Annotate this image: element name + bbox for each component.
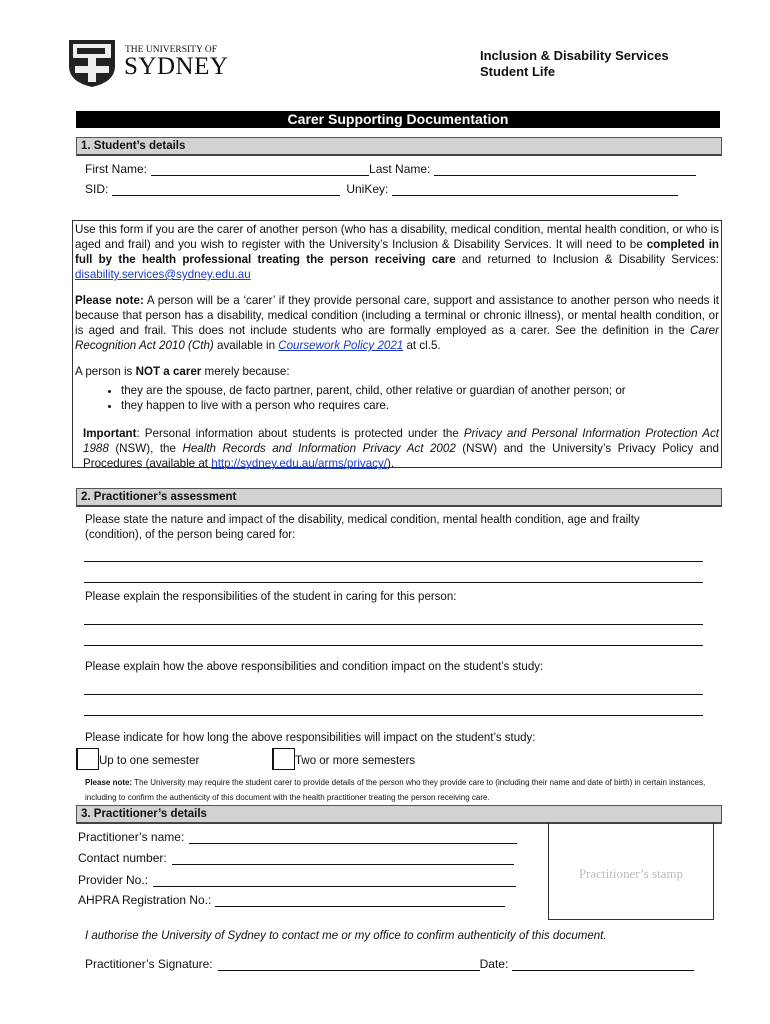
- text-italic: Health Records and Information Privacy Act 2002: [182, 442, 456, 455]
- first-name-field[interactable]: [151, 163, 369, 176]
- ahpra-label: AHPRA Registration No.:: [78, 893, 212, 907]
- option-2-label: Two or more semesters: [295, 755, 416, 767]
- text-bold: Important: [83, 427, 137, 440]
- signature-field[interactable]: [218, 958, 480, 971]
- text: merely because:: [201, 365, 290, 378]
- question-3: Please explain how the above responsibilities and condition impact on the student’s study:: [85, 661, 544, 673]
- header-dept: [480, 48, 669, 80]
- first-name-row: [85, 162, 696, 176]
- text: (NSW) and the University’s Privacy Policy and Procedures (available at: [83, 442, 719, 470]
- text: : Personal information about students is protected under the: [136, 427, 464, 440]
- date-field[interactable]: [512, 958, 694, 971]
- intro-p1: [75, 222, 719, 282]
- stamp-box: [548, 822, 714, 920]
- section1-heading: 1. Student’s details: [76, 137, 722, 156]
- not-carer-list: [75, 383, 719, 413]
- intro-p4: [83, 426, 719, 471]
- text-italic: Privacy and Personal Information Protection Act 1988: [83, 427, 719, 455]
- question-2: Please explain the responsibilities of the student in caring for this person:: [85, 591, 457, 603]
- answer-1-line-2[interactable]: [84, 582, 703, 583]
- sid-field[interactable]: [112, 183, 340, 196]
- answer-1-line-1[interactable]: [84, 561, 703, 562]
- answer-2-line-1[interactable]: [84, 624, 703, 625]
- date-label: Date:: [479, 957, 509, 971]
- sid-row: [85, 182, 678, 196]
- last-name-label: Last Name:: [369, 162, 431, 176]
- text: ).: [386, 457, 395, 470]
- text-bold: Please note:: [75, 294, 144, 307]
- section3-heading: 3. Practitioner’s details: [76, 805, 722, 824]
- name-label: Practitioner’s name:: [78, 830, 185, 844]
- privacy-link[interactable]: http://sydney.edu.au/arms/privacy/: [211, 457, 387, 470]
- text-bold: NOT a carer: [135, 365, 202, 378]
- page-title: Carer Supporting Documentation: [76, 111, 720, 128]
- contact-row: [78, 851, 514, 865]
- provider-row: [78, 873, 516, 887]
- text: A person will be a ‘carer’ if they provide personal care, support and assistance to another person who needs it because that person has a disability, medical condition (including a terminal or chronic illness), or mental health condition, or is aged and frail. This does not include students who are formally employed as a carer. See the definition in the: [75, 294, 719, 337]
- answer-2-line-2[interactable]: [84, 645, 703, 646]
- practitioner-name-field[interactable]: [189, 831, 517, 844]
- answer-3-line-1[interactable]: [84, 694, 703, 695]
- unit-name: Student Life: [480, 64, 556, 79]
- ahpra-number-field[interactable]: [215, 894, 505, 907]
- intro-p2: [75, 293, 719, 353]
- sid-label: SID:: [85, 182, 109, 196]
- text: and returned to Inclusion & Disability Services:: [455, 253, 719, 266]
- answer-3-line-2[interactable]: [84, 715, 703, 716]
- practitioner-name-row: [78, 830, 517, 844]
- intro-p3: [75, 364, 719, 379]
- last-name-field[interactable]: [434, 163, 696, 176]
- text: Use this form if you are the carer of another person (who has a disability, medical condition, mental health condition, or who is aged and frail) and you wish to register with the University’s Inclusion & Disability Services. It will need to be: [75, 223, 719, 251]
- authorise-statement: I authorise the University of Sydney to contact me or my office to confirm authenticity of this document.: [85, 930, 607, 942]
- section2-heading: 2. Practitioner’s assessment: [76, 488, 722, 507]
- ahpra-row: [78, 893, 505, 907]
- checkbox-up-to-one-semester[interactable]: [76, 748, 99, 770]
- dept-name: Inclusion & Disability Services: [480, 48, 669, 63]
- list-item: • they happen to live with a person who requires care.: [121, 398, 719, 413]
- contact-label: Contact number:: [78, 851, 167, 865]
- option-1-label: Up to one semester: [99, 755, 200, 767]
- checkbox-two-or-more-semesters[interactable]: [272, 748, 295, 770]
- logo-line1: THE UNIVERSITY OF: [125, 45, 218, 55]
- provider-number-field[interactable]: [153, 874, 516, 887]
- text: The University may require the student carer to provide details of the person who they provide care to (including their name and date of birth) in certain instances, including to confirm the authenticity of this document with the health practitioner treating the person receiving care.: [85, 778, 706, 802]
- section2-note: [85, 775, 710, 805]
- text: (NSW), the: [108, 442, 183, 455]
- text-bold: Please note:: [85, 778, 133, 787]
- university-crest-icon: [67, 38, 117, 88]
- unikey-label: UniKey:: [346, 182, 389, 196]
- question-4: Please indicate for how long the above responsibilities will impact on the student’s study:: [85, 732, 536, 744]
- signature-label: Practitioner’s Signature:: [85, 957, 213, 971]
- provider-label: Provider No.:: [78, 873, 149, 887]
- stamp-label: Practitioner’s stamp: [578, 866, 684, 881]
- logo-line2: SYDNEY: [124, 53, 229, 80]
- text-bold: completed in full by the health professional treating the person receiving care: [75, 238, 719, 266]
- question-1: Please state the nature and impact of the disability, medical condition, mental health condition, age and frailty (condition), of the person being cared for:: [85, 514, 640, 541]
- text: available in: [213, 339, 279, 352]
- first-name-label: First Name:: [85, 162, 148, 176]
- text: A person is: [75, 365, 136, 378]
- signature-row: [85, 957, 694, 971]
- unikey-field[interactable]: [392, 183, 678, 196]
- contact-number-field[interactable]: [172, 852, 514, 865]
- intro-box: [72, 220, 722, 468]
- policy-link[interactable]: Coursework Policy 2021: [278, 339, 404, 352]
- email-link[interactable]: disability.services@sydney.edu.au: [75, 268, 251, 281]
- list-item: • they are the spouse, de facto partner, parent, child, other relative or guardian of another person; or: [121, 383, 719, 398]
- text: at cl.5.: [403, 339, 441, 352]
- text-italic: Carer Recognition Act 2010 (Cth): [75, 324, 719, 352]
